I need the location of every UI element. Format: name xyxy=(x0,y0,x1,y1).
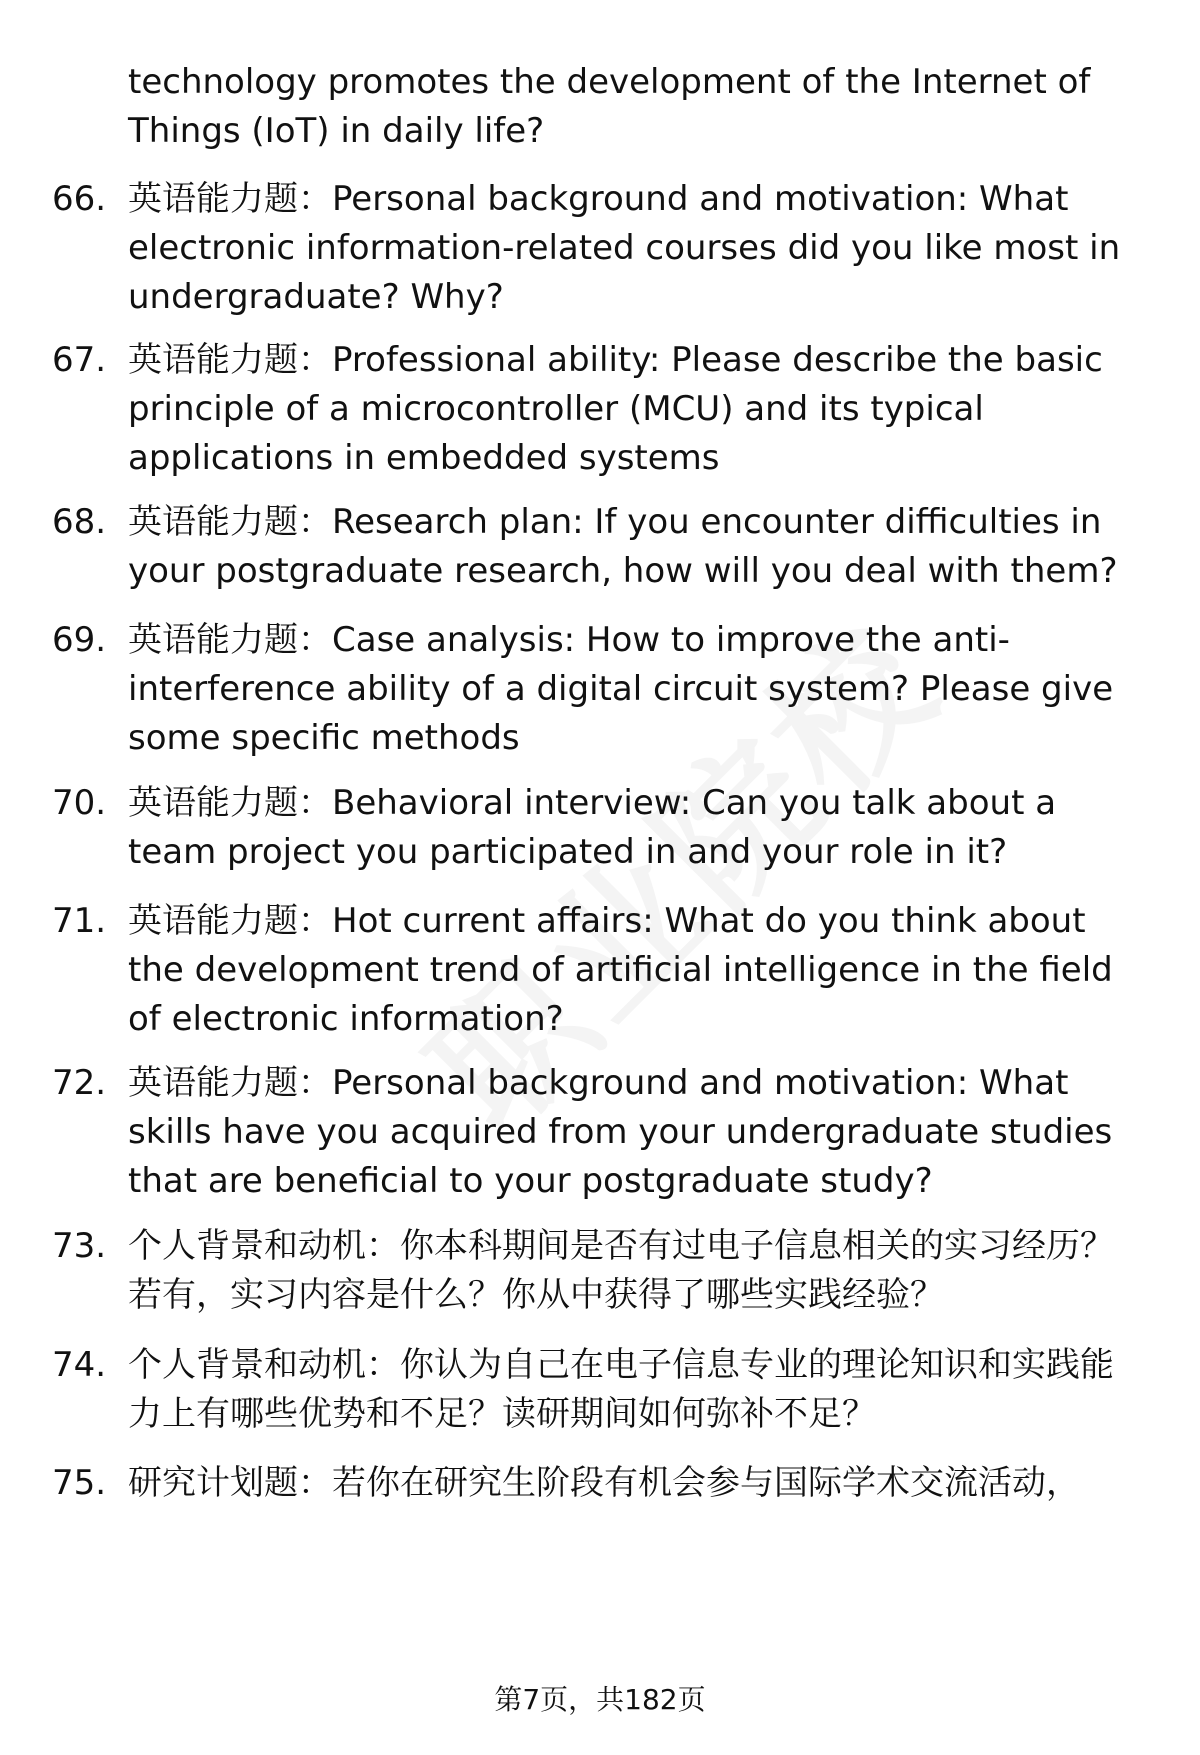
item-number: 72. xyxy=(52,1063,107,1103)
item-number: 70. xyxy=(52,783,107,823)
item-text: 英语能力题：Research plan: If you encounter difficulties in your postgraduate research, how will you deal with them? xyxy=(128,502,1118,591)
item-text: 个人背景和动机：你认为自己在电子信息专业的理论知识和实践能力上有哪些优势和不足？读研期间如何弥补不足？ xyxy=(128,1345,1114,1434)
item-text: 研究计划题：若你在研究生阶段有机会参与国际学术交流活动， xyxy=(128,1463,1080,1503)
item-text: 英语能力题：Personal background and motivation: What skills have you acquired from your undergraduate studies that are beneficial to your postgraduate study? xyxy=(128,1063,1113,1201)
item-text: 个人背景和动机：你本科期间是否有过电子信息相关的实习经历？若有，实习内容是什么？你从中获得了哪些实践经验？ xyxy=(128,1226,1114,1315)
item-number: 68. xyxy=(52,502,107,542)
item-number: 67. xyxy=(52,340,107,380)
item-text: 英语能力题：Case analysis: How to improve the anti-interference ability of a digital circuit system? Please give some specific methods xyxy=(128,620,1114,758)
item-text: 英语能力题：Hot current affairs: What do you think about the development trend of artificial intelligence in the field of electronic information? xyxy=(128,901,1113,1039)
item-text: 英语能力题：Professional ability: Please describe the basic principle of a microcontroller (MCU) and its typical applications in embedded systems xyxy=(128,340,1103,478)
item-number: 71. xyxy=(52,901,107,941)
item-number: 73. xyxy=(52,1226,107,1266)
item-number: 69. xyxy=(52,620,107,660)
page-footer: 第7页，共182页 xyxy=(494,1683,706,1716)
item-text: 英语能力题：Personal background and motivation: What electronic information-related courses did you like most in undergraduate? Why? xyxy=(128,179,1121,317)
continued-question-text: technology promotes the development of the Internet of Things (IoT) in daily life? xyxy=(128,62,1091,151)
item-number: 66. xyxy=(52,179,107,219)
item-number: 75. xyxy=(52,1463,107,1503)
item-text: 英语能力题：Behavioral interview: Can you talk about a team project you participated in and your role in it? xyxy=(128,783,1057,872)
item-number: 74. xyxy=(52,1345,107,1385)
